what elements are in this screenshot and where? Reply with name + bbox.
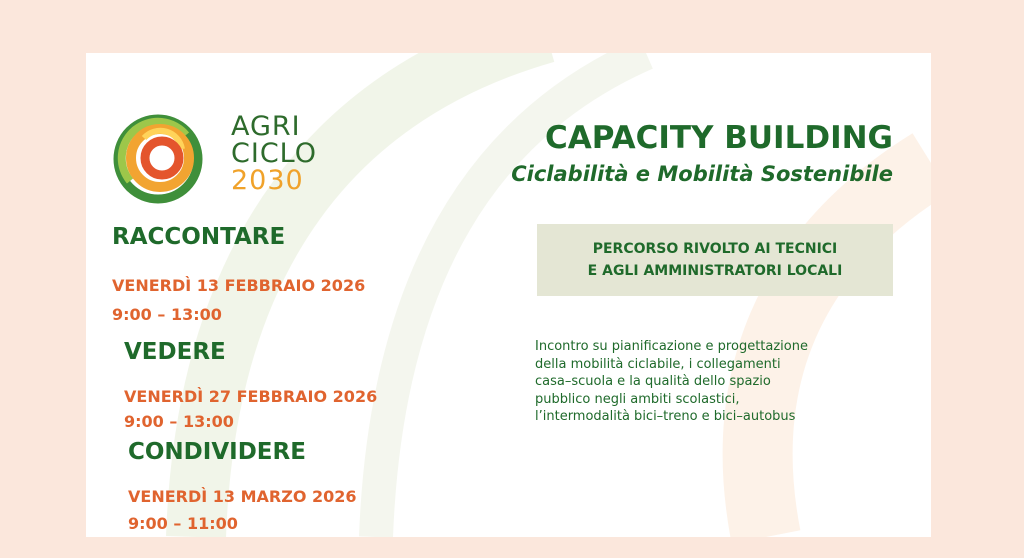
description-line: casa–scuola e la qualità dello spazio (535, 374, 771, 389)
session-time-raccontare: 9:00 – 13:00 (112, 305, 222, 324)
logo-line-ciclo: CICLO (231, 138, 317, 169)
description-line: Incontro su pianificazione e progettazione (535, 339, 808, 354)
event-card (86, 53, 931, 537)
description-line: pubblico negli ambiti scolastici, (535, 391, 740, 407)
session-date-raccontare: VENERDÌ 13 FEBBRAIO 2026 (112, 276, 366, 295)
session-time-vedere: 9:00 – 13:00 (124, 412, 234, 431)
agriciclo-logo-icon (108, 111, 218, 205)
session-date-condividere: VENERDÌ 13 MARZO 2026 (128, 487, 357, 506)
description-line: della mobilità ciclabile, i collegamenti (535, 356, 781, 372)
session-title-vedere: VEDERE (124, 339, 226, 365)
agriciclo-wordmark (231, 113, 317, 194)
session-date-vedere: VENERDÌ 27 FEBBRAIO 2026 (124, 387, 378, 406)
description-line: l’intermodalità bici–treno e bici–autobus (535, 409, 796, 424)
event-description (535, 338, 905, 426)
session-time-condividere: 9:00 – 11:00 (128, 514, 238, 533)
session-title-raccontare: RACCONTARE (112, 224, 286, 250)
logo-line-2030: 2030 (231, 165, 304, 196)
target-line-1: PERCORSO RIVOLTO AI TECNICI (592, 241, 838, 257)
logo-line-agri: AGRI (231, 111, 301, 142)
page-title: CAPACITY BUILDING (544, 120, 893, 156)
session-title-condividere: CONDIVIDERE (128, 439, 306, 465)
target-line-2: E AGLI AMMINISTRATORI LOCALI (587, 263, 843, 279)
target-audience-box (537, 224, 893, 296)
page-subtitle: Ciclabilità e Mobilità Sostenibile (511, 162, 893, 186)
